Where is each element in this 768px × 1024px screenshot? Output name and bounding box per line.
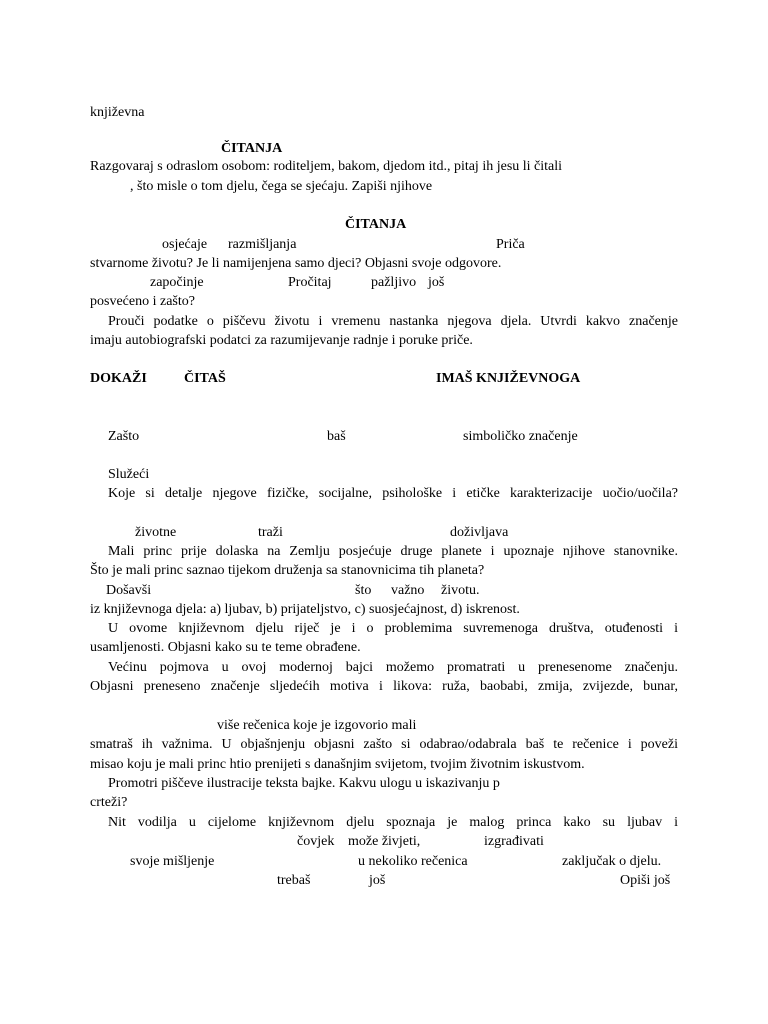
text-line: crteži? (90, 795, 128, 810)
text-fragment: u nekoliko rečenica (358, 854, 468, 869)
text-line: Nit vodilja u cijelome književnom djelu spoznaja je malog princa kako su ljubav i (108, 815, 678, 830)
text-fragment: Pročitaj (288, 275, 332, 290)
text-fragment: započinje (150, 275, 204, 290)
text-fragment: trebaš (277, 873, 311, 888)
text-fragment: Opiši još (620, 873, 671, 888)
text-line: Služeći (108, 467, 150, 482)
section-heading: DOKAŽI (90, 371, 147, 386)
text-line: više rečenica koje je izgovorio mali (217, 718, 417, 733)
text-fragment: baš (327, 429, 346, 444)
section-heading: ČITANJA (221, 141, 283, 156)
text-fragment: pažljivo (371, 275, 417, 290)
section-heading: ČITAŠ (184, 371, 226, 386)
text-line: književna (90, 105, 145, 120)
text-fragment: životne (135, 525, 177, 540)
text-line: Razgovaraj s odraslom osobom: roditeljem, bakom, djedom itd., pitaj ih jesu li čitali (90, 159, 563, 174)
text-fragment: životu. (441, 583, 480, 598)
text-line: usamljenosti. Objasni kako su te teme obrađene. (90, 640, 361, 655)
text-fragment: osjećaje (162, 237, 208, 252)
text-fragment: traži (258, 525, 283, 540)
text-fragment: simboličko značenje (463, 429, 578, 444)
text-line: U ovome književnom djelu riječ je i o problemima suvremenoga društva, otuđenosti i (108, 621, 678, 636)
text-line: posvećeno i zašto? (90, 294, 195, 309)
text-fragment: razmišljanja (228, 237, 297, 252)
text-fragment: zaključak o djelu. (562, 854, 662, 869)
text-line: iz književnoga djela: a) ljubav, b) prijateljstvo, c) suosjećajnost, d) iskrenost. (90, 602, 520, 617)
text-fragment: izgrađivati (484, 834, 544, 849)
text-line: stvarnome životu? Je li namijenjena samo djeci? Objasni svoje odgovore. (90, 256, 502, 271)
text-line: Što je mali princ saznao tijekom druženja sa stanovnicima tih planeta? (90, 563, 485, 578)
text-line: Prouči podatke o piščevu životu i vremenu nastanka njegova djela. Utvrdi kakvo značenje (108, 314, 678, 329)
text-fragment: važno (391, 583, 425, 598)
text-fragment: Zašto (108, 429, 140, 444)
text-line: misao koju je mali princ htio prenijeti s današnjim svijetom, tvojim životnim iskustvom. (90, 757, 585, 772)
text-line: smatraš ih važnima. U objašnjenju objasni zašto si odabrao/odabrala baš te rečenice i poveži (90, 737, 678, 752)
text-fragment: svoje mišljenje (130, 854, 215, 869)
text-line: Većinu pojmova u ovoj modernoj bajci možemo promatrati u prenesenome značenju. (108, 660, 678, 675)
text-fragment: čovjek (297, 834, 335, 849)
text-line: Objasni preneseno značenje sljedećih motiva i likova: ruža, baobabi, zmija, zvijezde, bunar, (90, 679, 678, 694)
text-line: Mali princ prije dolaska na Zemlju posjećuje druge planete i upoznaje njihove stanovnike. (108, 544, 678, 559)
text-fragment: Priča (496, 237, 525, 252)
text-line: Promotri piščeve ilustracije teksta bajke. Kakvu ulogu u iskazivanju p (108, 776, 500, 791)
text-line: Koje si detalje njegove fizičke, socijalne, psihološke i etičke karakterizacije uočio/uočila? (108, 486, 678, 501)
text-fragment: može živjeti, (348, 834, 421, 849)
section-heading: ČITANJA (345, 217, 407, 232)
section-heading: IMAŠ KNJIŽEVNOGA (436, 371, 581, 386)
text-fragment: doživljava (450, 525, 509, 540)
text-fragment: Došavši (106, 583, 152, 598)
text-fragment: još (428, 275, 445, 290)
text-line: , što misle o tom djelu, čega se sjećaju. Zapiši njihove (130, 179, 433, 194)
text-fragment: što (355, 583, 372, 598)
text-line: imaju autobiografski podatci za razumijevanje radnje i poruke priče. (90, 333, 473, 348)
text-fragment: još (369, 873, 386, 888)
